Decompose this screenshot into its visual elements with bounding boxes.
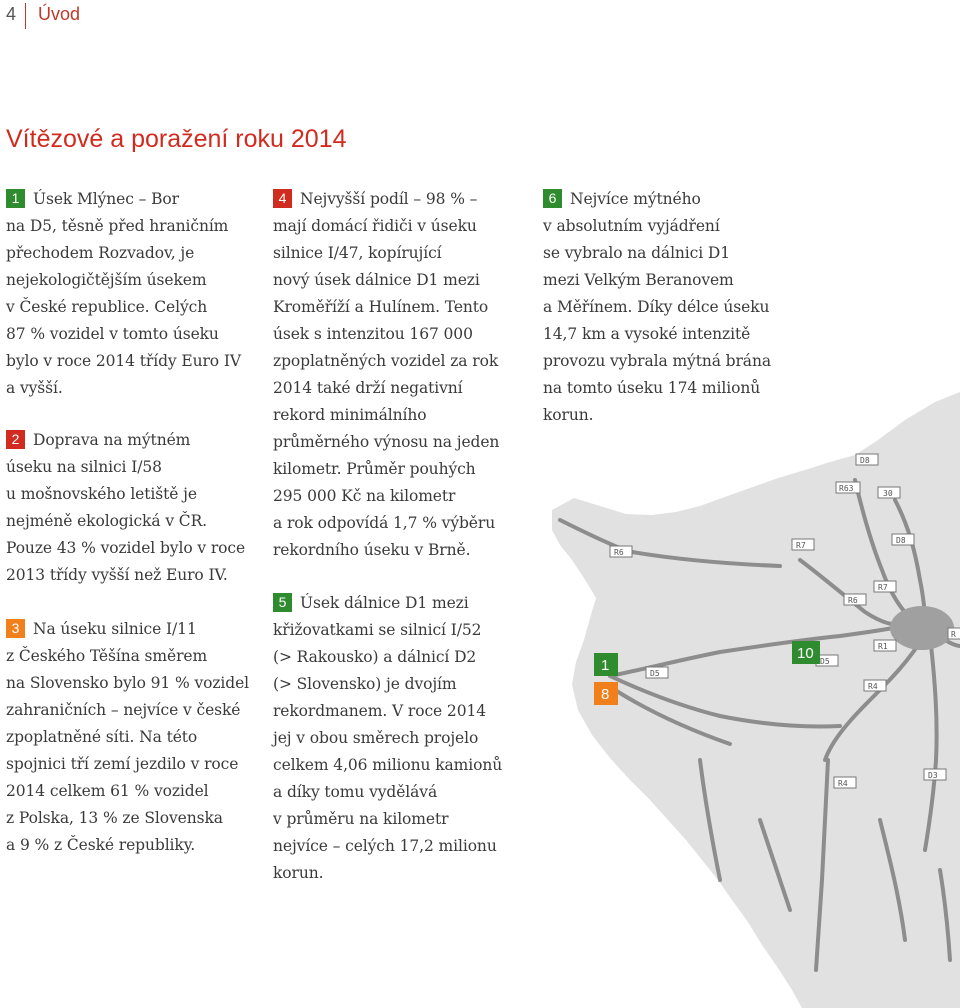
section-title: Úvod xyxy=(38,4,81,24)
item-line: korun. xyxy=(273,864,324,882)
road-label-r6: R6 xyxy=(614,548,624,557)
prague-area xyxy=(890,606,954,650)
road-label-d3: D3 xyxy=(928,771,938,780)
item-line: průměrného výnosu na jeden xyxy=(273,433,500,451)
road-label-r7: R7 xyxy=(796,541,806,550)
item-4 xyxy=(273,186,499,564)
item-line: Kroměříží a Hulínem. Tento xyxy=(273,298,489,316)
item-line: z Polska, 13 % ze Slovenska xyxy=(6,809,223,827)
item-line: rekordmanem. V roce 2014 xyxy=(273,702,486,720)
item-line: v České republice. Celých xyxy=(6,298,208,316)
item-line: a Měřínem. Díky délce úseku xyxy=(543,298,770,316)
item-line: jej v obou směrech projelo xyxy=(273,729,479,747)
item-line: úseku na silnici I/58 xyxy=(6,458,162,476)
item-line: na Slovensko bylo 91 % vozidel xyxy=(6,674,250,692)
page-title: Vítězové a poražení roku 2014 xyxy=(6,125,347,153)
czech-road-map xyxy=(540,392,960,1008)
item-line: 2014 také drží negativní xyxy=(273,379,463,397)
item-line: 2 Doprava na mýtném xyxy=(6,427,245,454)
item-line: na D5, těsně před hraničním xyxy=(6,217,229,235)
item-line: a díky tomu vydělává xyxy=(273,783,438,801)
item-line: provozu vybrala mýtná brána xyxy=(543,352,771,370)
item-1 xyxy=(6,186,241,402)
item-line: mají domácí řidiči v úseku xyxy=(273,217,477,235)
item-line: rekord minimálního xyxy=(273,406,427,424)
map-marker-10: 10 xyxy=(797,645,814,662)
item-line: 5 Úsek dálnice D1 mezi xyxy=(273,590,502,617)
item-number-badge: 6 xyxy=(543,189,562,208)
item-line: a 9 % z České republiky. xyxy=(6,836,196,854)
item-line: celkem 4,06 milionu kamionů xyxy=(273,756,503,774)
item-line: zpoplatněných vozidel za rok xyxy=(273,352,499,370)
item-line: 87 % vozidel v tomto úseku xyxy=(6,325,219,343)
item-line: Pouze 43 % vozidel bylo v roce xyxy=(6,539,246,557)
item-line: 6 Nejvíce mýtného xyxy=(543,186,771,213)
item-3 xyxy=(6,616,249,859)
item-5 xyxy=(273,590,502,887)
road-label-d5-2: D5 xyxy=(820,657,830,666)
item-line: úsek s intenzitou 167 000 xyxy=(273,325,473,343)
item-line: bylo v roce 2014 třídy Euro IV xyxy=(6,352,241,370)
item-number-badge: 1 xyxy=(6,189,25,208)
header-divider xyxy=(25,3,26,29)
item-number-badge: 2 xyxy=(6,430,25,449)
item-line: 4 Nejvyšší podíl – 98 % – xyxy=(273,186,499,213)
item-line: 295 000 Kč na kilometr xyxy=(273,487,456,505)
road-label-r6-2: R6 xyxy=(848,596,858,605)
road-label-30: 30 xyxy=(883,489,893,498)
item-line: se vybralo na dálnici D1 xyxy=(543,244,731,262)
item-2 xyxy=(6,427,245,589)
item-line: 1 Úsek Mlýnec – Bor xyxy=(6,186,241,213)
road-label-d8: D8 xyxy=(860,456,870,465)
item-line: (> Slovensko) je dvojím xyxy=(273,675,457,693)
road-label-r4-2: R4 xyxy=(838,779,848,788)
item-line: nový úsek dálnice D1 mezi xyxy=(273,271,480,289)
road-label-d8-2: D8 xyxy=(896,536,906,545)
item-line: mezi Velkým Beranovem xyxy=(543,271,734,289)
road-label-r: R xyxy=(951,630,956,639)
item-line: 3 Na úseku silnice I/11 xyxy=(6,616,249,643)
item-number-badge: 5 xyxy=(273,593,292,612)
item-line: zpoplatněné síti. Na této xyxy=(6,728,198,746)
item-number-badge: 4 xyxy=(273,189,292,208)
page-number: 4 xyxy=(6,4,17,24)
item-line: korun. xyxy=(543,406,594,424)
item-line: 2014 celkem 61 % vozidel xyxy=(6,782,209,800)
item-line: (> Rakousko) a dálnicí D2 xyxy=(273,648,477,666)
item-line: z Českého Těšína směrem xyxy=(6,647,208,665)
map-marker-8: 8 xyxy=(601,686,610,703)
item-line: a rok odpovídá 1,7 % výběru xyxy=(273,514,496,532)
item-line: 14,7 km a vysoké intenzitě xyxy=(543,325,751,343)
item-line: spojnici tří zemí jezdilo v roce xyxy=(6,755,239,773)
item-line: nejméně ekologická v ČR. xyxy=(6,512,207,530)
road-label-d5: D5 xyxy=(650,669,660,678)
road-label-r4: R4 xyxy=(868,682,878,691)
item-line: silnice I/47, kopírující xyxy=(273,244,442,262)
road-label-r7-2: R7 xyxy=(878,583,888,592)
page-header xyxy=(0,0,960,30)
item-line: nejvíce – celých 17,2 milionu xyxy=(273,837,497,855)
item-line: v průměru na kilometr xyxy=(273,810,449,828)
item-line: a vyšší. xyxy=(6,379,63,397)
map-marker-1: 1 xyxy=(601,657,610,674)
item-line: u mošnovského letiště je xyxy=(6,485,197,503)
road-label-r1: R1 xyxy=(878,642,888,651)
road-label-r63: R63 xyxy=(839,484,854,493)
item-line: přechodem Rozvadov, je xyxy=(6,244,195,262)
item-line: nejekologičtějším úsekem xyxy=(6,271,207,289)
item-line: rekordního úseku v Brně. xyxy=(273,541,471,559)
item-line: 2013 třídy vyšší než Euro IV. xyxy=(6,566,228,584)
item-line: křižovatkami se silnicí I/52 xyxy=(273,621,482,639)
item-number-badge: 3 xyxy=(6,619,25,638)
item-line: na tomto úseku 174 milionů xyxy=(543,379,761,397)
item-line: v absolutním vyjádření xyxy=(543,217,720,235)
item-line: kilometr. Průměr pouhých xyxy=(273,460,476,478)
item-line: zahraničních – nejvíce v české xyxy=(6,701,241,719)
